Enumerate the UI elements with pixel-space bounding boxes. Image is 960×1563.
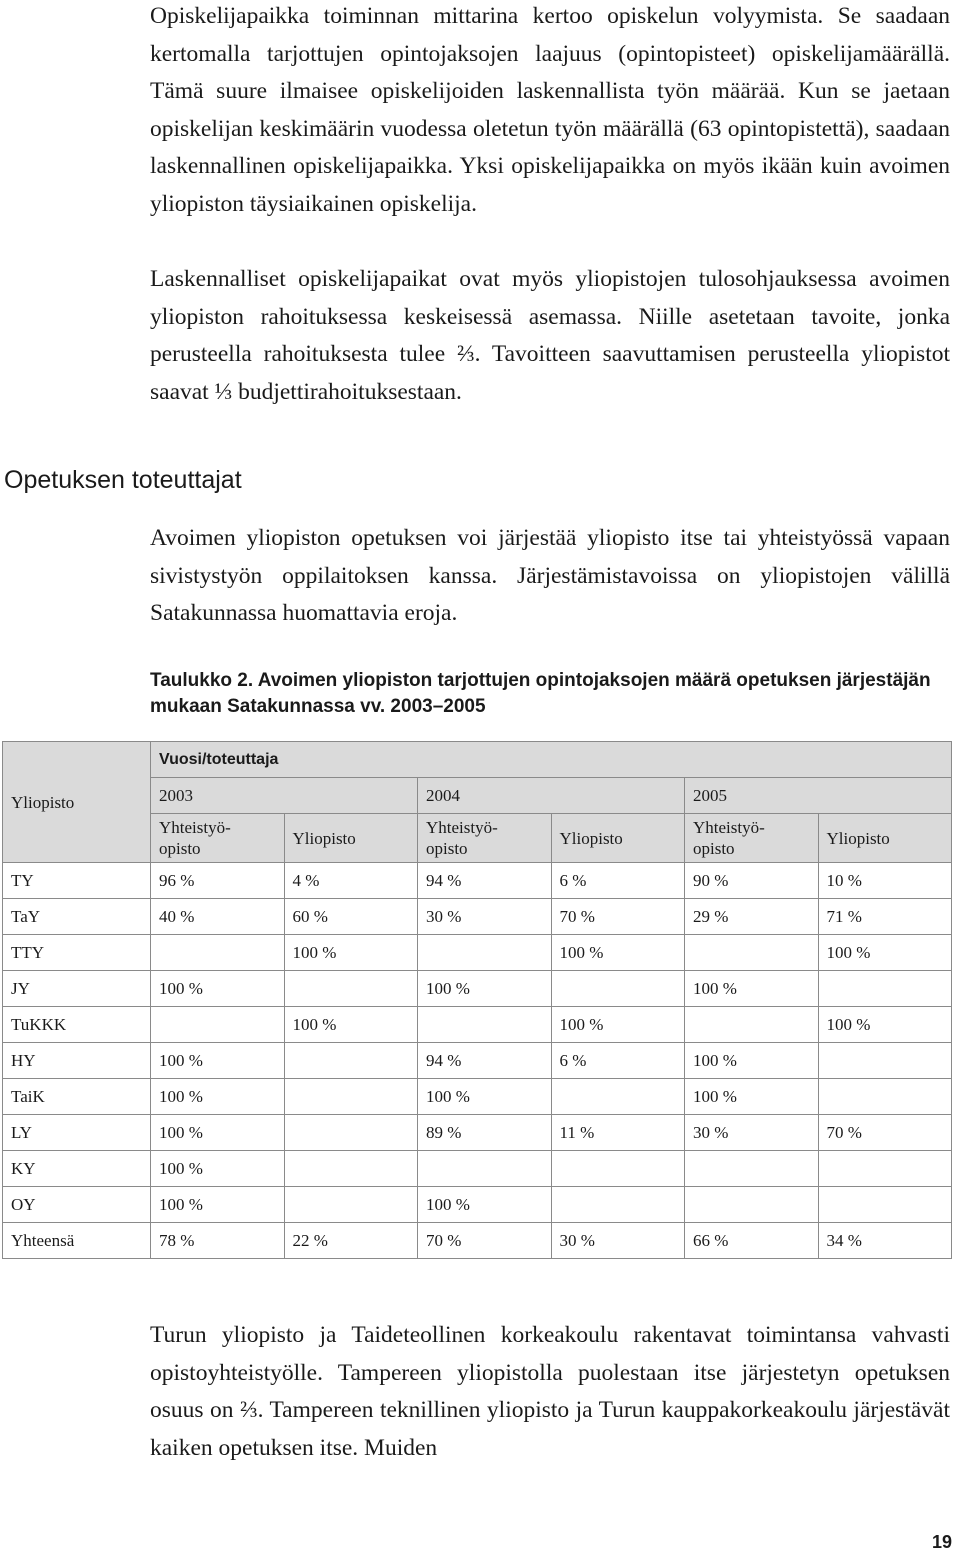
year-header-2004: 2004 (418, 778, 685, 814)
table-group-header: Vuosi/toteuttaja (151, 742, 952, 778)
organizer-header-cell: Yhteistyö- opisto (685, 814, 819, 863)
table-cell: 66 % (685, 1223, 819, 1259)
table-cell (818, 1151, 952, 1187)
organizer-header-cell: Yliopisto (551, 814, 685, 863)
table-corner-cell: Yliopisto (3, 742, 151, 863)
table-cell: 6 % (551, 863, 685, 899)
table-cell (685, 1151, 819, 1187)
table-cell (284, 1043, 418, 1079)
table-cell (551, 971, 685, 1007)
table-cell: 71 % (818, 899, 952, 935)
table-cell: 100 % (818, 1007, 952, 1043)
table-cell: 100 % (151, 1115, 285, 1151)
closing-paragraph: Turun yliopisto ja Taideteollinen korkeakoulu rakentavat toimintansa vahvasti opistoyhteistyölle. Tampereen yliopistolla puolestaan itse järjestetyn opetuksen osuus on ⅔. Tampereen teknillinen yliopisto ja Turun kauppakorkeakoulu järjestävät kaiken opetuksen itse. Muiden (150, 1322, 950, 1461)
table-cell (818, 1187, 952, 1223)
table-cell (284, 1187, 418, 1223)
organizer-header-cell: Yhteistyö- opisto (418, 814, 552, 863)
row-label-cell: LY (3, 1115, 151, 1151)
table-cell (551, 1079, 685, 1115)
year-header-2005: 2005 (685, 778, 952, 814)
table-cell: 78 % (151, 1223, 285, 1259)
table-row (3, 1115, 952, 1151)
table-cell: 100 % (151, 1151, 285, 1187)
table-cell: 34 % (818, 1223, 952, 1259)
table-cell (818, 971, 952, 1007)
table-cell (418, 1151, 552, 1187)
table-cell: 11 % (551, 1115, 685, 1151)
intro-paragraph-1: Opiskelijapaikka toiminnan mittarina kertoo opiskelun volyymista. Se saadaan kertomalla tarjottujen opintojaksojen laajuus (opintopisteet) opiskelijamäärällä. Tämä suure ilmaisee opiskelijoiden laskennallista työn määrää. Kun se jaetaan opiskelijan keskimäärin vuodessa oletetun työn määrällä (63 opintopistettä), saadaan laskennallinen opiskelijapaikka. Yksi opiskelijapaikka on myös ikään kuin avoimen yliopiston täysiaikainen opiskelija. (150, 3, 950, 217)
table-cell: 29 % (685, 899, 819, 935)
table-cell: 100 % (551, 1007, 685, 1043)
table-cell (151, 1007, 285, 1043)
table-cell: 100 % (418, 1079, 552, 1115)
row-label-cell: TTY (3, 935, 151, 971)
table-cell: 70 % (418, 1223, 552, 1259)
table-caption-text: Avoimen yliopiston tarjottujen opintojaksojen määrä opetuksen järjestäjän mukaan Satakunnassa vv. 2003–2005 (150, 670, 931, 717)
table-row (3, 1187, 952, 1223)
data-table (2, 741, 952, 1259)
table-row (3, 863, 952, 899)
table-header-row-group (3, 742, 952, 778)
table-cell: 22 % (284, 1223, 418, 1259)
row-label-cell: OY (3, 1187, 151, 1223)
table-row (3, 1079, 952, 1115)
table-cell (685, 935, 819, 971)
table-caption-label: Taulukko 2. (150, 670, 254, 691)
table-cell: 4 % (284, 863, 418, 899)
table-cell: 94 % (418, 1043, 552, 1079)
row-label-cell: TaiK (3, 1079, 151, 1115)
table-cell: 10 % (818, 863, 952, 899)
table-cell: 6 % (551, 1043, 685, 1079)
table-cell (284, 1151, 418, 1187)
table-cell (284, 971, 418, 1007)
row-label-cell: JY (3, 971, 151, 1007)
table-cell: 40 % (151, 899, 285, 935)
row-label-cell: KY (3, 1151, 151, 1187)
table-cell: 100 % (151, 1043, 285, 1079)
table-cell: 100 % (685, 1079, 819, 1115)
table-cell: 30 % (418, 899, 552, 935)
table-cell: 100 % (818, 935, 952, 971)
organizer-header-cell: Yhteistyö- opisto (151, 814, 285, 863)
section-heading: Opetuksen toteuttajat (4, 466, 242, 494)
organizer-header-cell: Yliopisto (818, 814, 952, 863)
row-label-cell: Yhteensä (3, 1223, 151, 1259)
section-paragraph: Avoimen yliopiston opetuksen voi järjestää yliopisto itse tai yhteistyössä vapaan sivistystyön oppilaitoksen kanssa. Järjestämistavoissa on yliopistojen välillä Satakunnassa huomattavia eroja. (150, 525, 950, 626)
table-row (3, 899, 952, 935)
table-cell: 100 % (551, 935, 685, 971)
table-cell (284, 1115, 418, 1151)
table-cell: 70 % (818, 1115, 952, 1151)
table-cell (818, 1079, 952, 1115)
row-label-cell: TY (3, 863, 151, 899)
table-cell (551, 1187, 685, 1223)
table-cell: 100 % (151, 1079, 285, 1115)
table-cell: 100 % (284, 935, 418, 971)
row-label-cell: TaY (3, 899, 151, 935)
table-cell (551, 1151, 685, 1187)
page-number: 19 (931, 1532, 952, 1552)
table-cell (418, 1007, 552, 1043)
table-cell: 60 % (284, 899, 418, 935)
table-cell (685, 1187, 819, 1223)
table-cell: 30 % (551, 1223, 685, 1259)
table-cell: 100 % (151, 971, 285, 1007)
table-cell: 30 % (685, 1115, 819, 1151)
organizer-header-cell: Yliopisto (284, 814, 418, 863)
table-cell: 89 % (418, 1115, 552, 1151)
intro-paragraph-2: Laskennalliset opiskelijapaikat ovat myös yliopistojen tulosohjauksessa avoimen yliopiston rahoituksessa keskeisessä asemassa. Niille asetetaan tavoite, jonka perusteella rahoituksesta tulee ⅔. Tavoitteen saavuttamisen perusteella yliopistot saavat ⅓ budjettirahoituksestaan. (150, 266, 950, 405)
row-label-cell: TuKKK (3, 1007, 151, 1043)
table-cell: 70 % (551, 899, 685, 935)
table-cell: 100 % (685, 1043, 819, 1079)
table-row (3, 935, 952, 971)
table-row (3, 1223, 952, 1259)
table-cell (418, 935, 552, 971)
table-cell: 96 % (151, 863, 285, 899)
row-label-cell: HY (3, 1043, 151, 1079)
table-cell: 100 % (151, 1187, 285, 1223)
table-row (3, 1151, 952, 1187)
table-row (3, 971, 952, 1007)
table-row (3, 1007, 952, 1043)
table-cell: 100 % (418, 1187, 552, 1223)
table-cell: 100 % (418, 971, 552, 1007)
table-cell (151, 935, 285, 971)
table-cell: 94 % (418, 863, 552, 899)
table-cell (818, 1043, 952, 1079)
table-cell (685, 1007, 819, 1043)
table-row (3, 1043, 952, 1079)
table-cell (284, 1079, 418, 1115)
table-cell: 100 % (685, 971, 819, 1007)
table-cell: 100 % (284, 1007, 418, 1043)
table-caption (150, 668, 950, 720)
table-cell: 90 % (685, 863, 819, 899)
year-header-2003: 2003 (151, 778, 418, 814)
